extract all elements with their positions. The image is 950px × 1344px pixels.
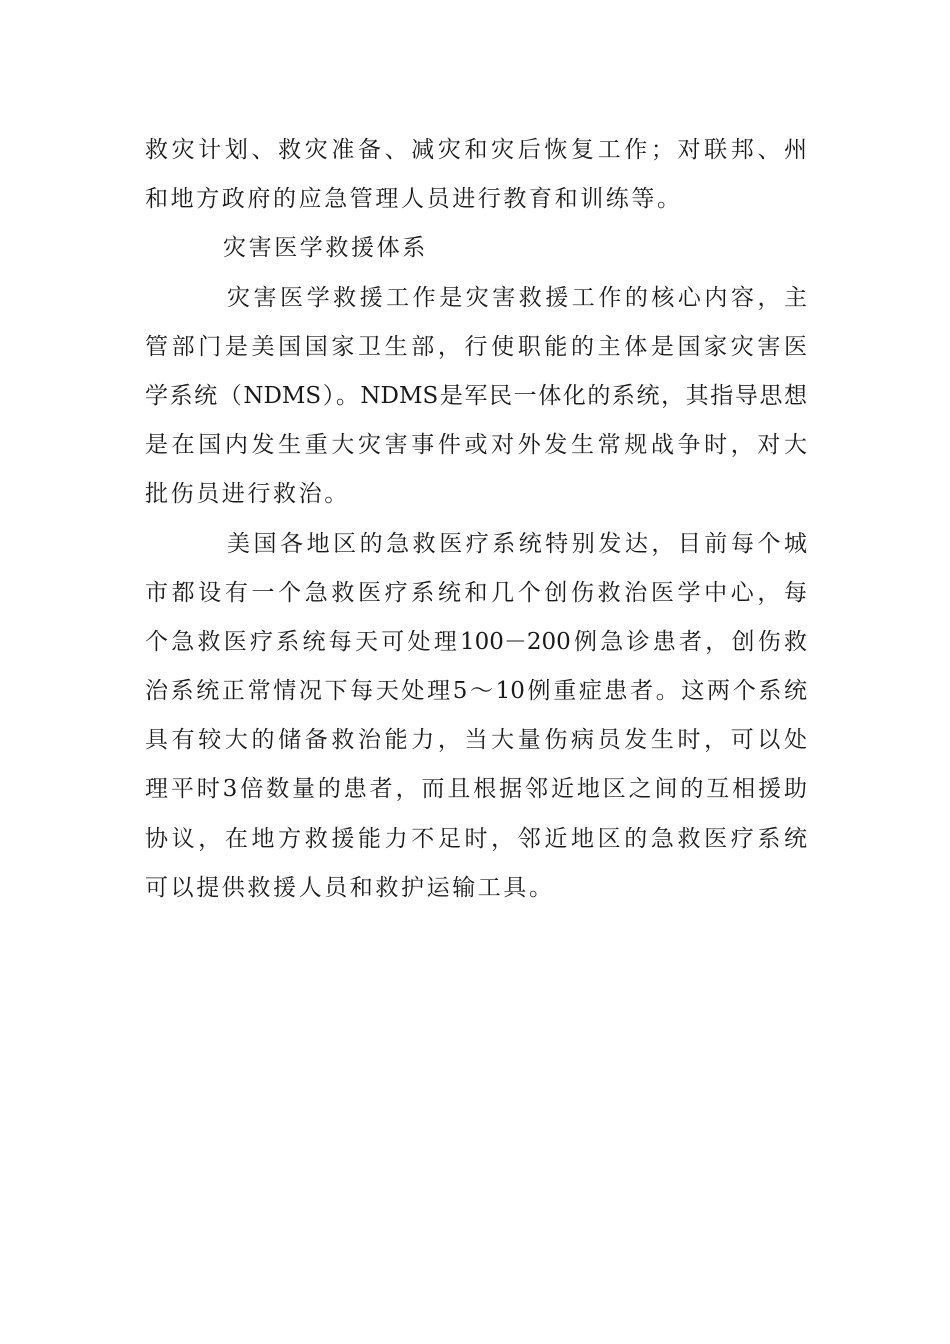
document-body <box>145 126 807 913</box>
text-line: 可以提供救援人员和救护运输工具。 <box>145 874 555 901</box>
text-line: 是在国内发生重大灾害事件或对外发生常规战争时，对大 <box>145 432 807 459</box>
text-line: 具有较大的储备救治能力，当大量伤病员发生时，可以处 <box>145 727 807 754</box>
text-line: 市都设有一个急救医疗系统和几个创伤救治医学中心，每 <box>145 579 807 606</box>
paragraph-continuation <box>145 126 807 224</box>
text-line: 灾害医学救援工作是灾害救援工作的核心内容，主 <box>227 284 807 311</box>
text-line: 学系统（NDMS）。NDMS是军民一体化的系统，其指导思想 <box>145 382 807 409</box>
paragraph-disaster-medical-rescue <box>145 274 807 520</box>
section-heading <box>145 224 807 273</box>
text-line: 个急救医疗系统每天可处理100－200例急诊患者，创伤救 <box>145 628 807 655</box>
text-line: 治系统正常情况下每天处理5～10例重症患者。这两个系统 <box>145 678 807 705</box>
text-line: 批伤员进行救治。 <box>145 481 350 508</box>
text-line: 协议，在地方救援能力不足时，邻近地区的急救医疗系统 <box>145 825 807 852</box>
text-line: 理平时3倍数量的患者，而且根据邻近地区之间的互相援助 <box>145 776 807 803</box>
text-line: 救灾计划、救灾准备、减灾和灾后恢复工作；对联邦、州 <box>145 137 807 163</box>
section-heading-text: 灾害医学救援体系 <box>223 235 428 262</box>
paragraph-emergency-medical-system <box>145 520 807 914</box>
text-line: 管部门是美国国家卫生部，行使职能的主体是国家灾害医 <box>145 333 807 360</box>
text-line: 美国各地区的急救医疗系统特别发达，目前每个城 <box>227 530 807 557</box>
text-line: 和地方政府的应急管理人员进行教育和训练等。 <box>145 186 683 213</box>
